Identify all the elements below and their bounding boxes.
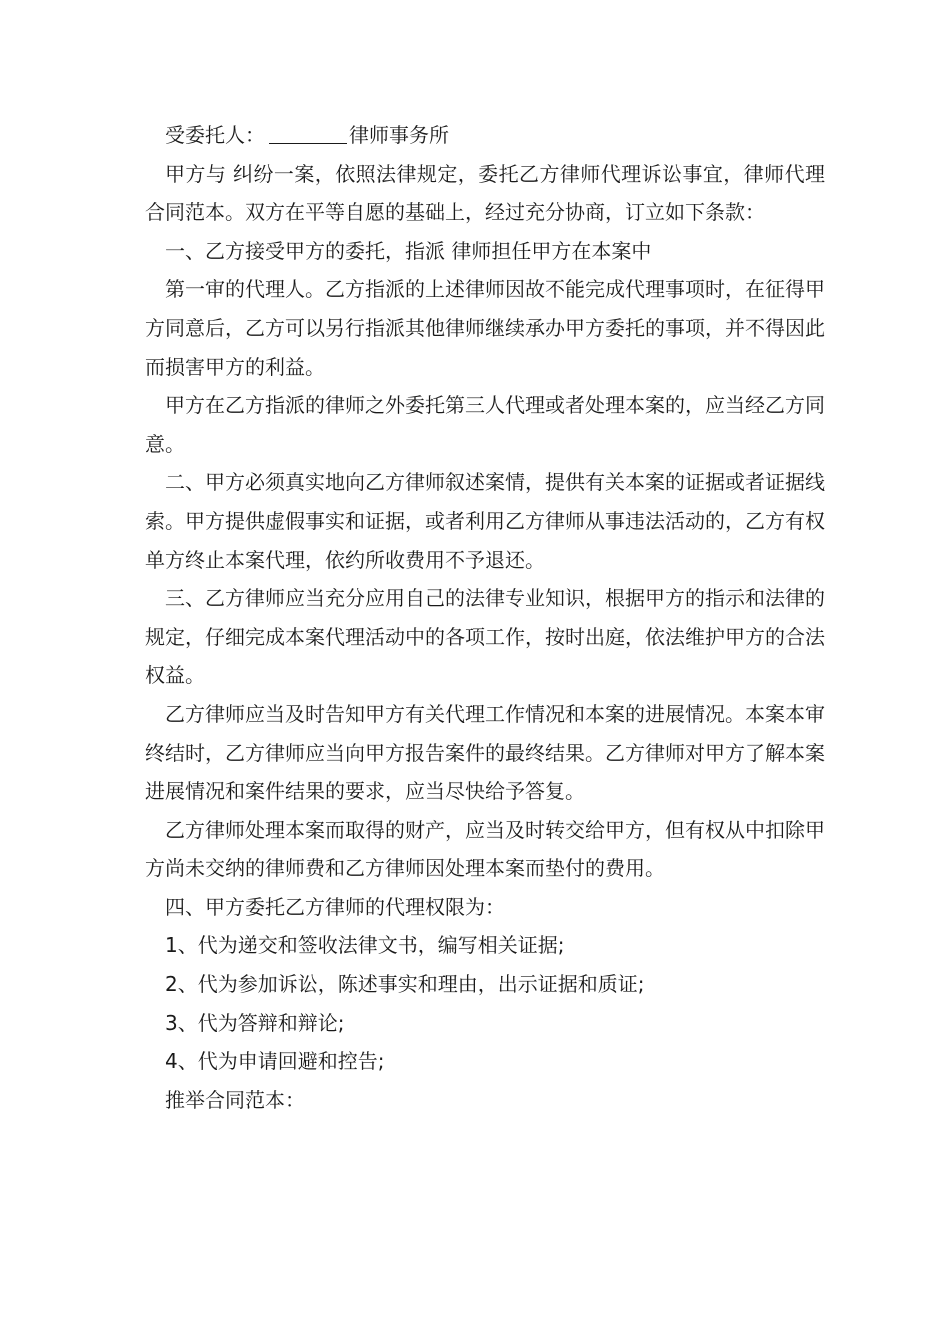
- paragraph-first-instance: 第一审的代理人。乙方指派的上述律师因故不能完成代理事项时，在征得甲方同意后，乙方可以另行指派其他律师继续承办甲方委托的事项，并不得因此而损害甲方的利益。: [145, 277, 825, 379]
- entrusted-party-line: [145, 116, 825, 155]
- law-firm-suffix: 律师事务所: [349, 123, 449, 147]
- paragraph-clause-3: 三、乙方律师应当充分应用自己的法律专业知识，根据甲方的指示和法律的规定，仔细完成本案代理活动中的各项工作，按时出庭，依法维护甲方的合法权益。: [145, 586, 825, 688]
- paragraph-third-party: 甲方在乙方指派的律师之外委托第三人代理或者处理本案的，应当经乙方同意。: [145, 393, 825, 456]
- paragraph-property: 乙方律师处理本案而取得的财产，应当及时转交给甲方，但有权从中扣除甲方尚未交纳的律师费和乙方律师因处理本案而垫付的费用。: [145, 817, 825, 881]
- list-item-1: 1、代为递交和签收法律文书，编写相关证据;: [165, 933, 565, 958]
- paragraph-intro: 甲方与 纠纷一案，依照法律规定，委托乙方律师代理诉讼事宜，律师代理合同范本。双方在平等自愿的基础上，经过充分协商，订立如下条款：: [145, 161, 825, 225]
- blank-underline: [269, 123, 347, 144]
- paragraph-recommend: 推举合同范本：: [165, 1087, 305, 1112]
- entrusted-party-label: 受委托人：: [165, 123, 265, 147]
- paragraph-clause-4: 四、甲方委托乙方律师的代理权限为：: [165, 894, 505, 919]
- paragraph-clause-1: 一、乙方接受甲方的委托，指派 律师担任甲方在本案中: [165, 238, 652, 263]
- list-item-4: 4、代为申请回避和控告;: [165, 1049, 385, 1074]
- document-body: [145, 116, 825, 1119]
- paragraph-progress-report: 乙方律师应当及时告知甲方有关代理工作情况和本案的进展情况。本案本审终结时，乙方律师应当向甲方报告案件的最终结果。乙方律师对甲方了解本案进展情况和案件结果的要求，应当尽快给予答复。: [145, 701, 825, 804]
- list-item-2: 2、代为参加诉讼，陈述事实和理由，出示证据和质证;: [165, 972, 645, 997]
- list-item-3: 3、代为答辩和辩论;: [165, 1010, 345, 1035]
- paragraph-clause-2: 二、甲方必须真实地向乙方律师叙述案情，提供有关本案的证据或者证据线索。甲方提供虚假事实和证据，或者利用乙方律师从事违法活动的，乙方有权单方终止本案代理，依约所收费用不予退还。: [145, 470, 825, 572]
